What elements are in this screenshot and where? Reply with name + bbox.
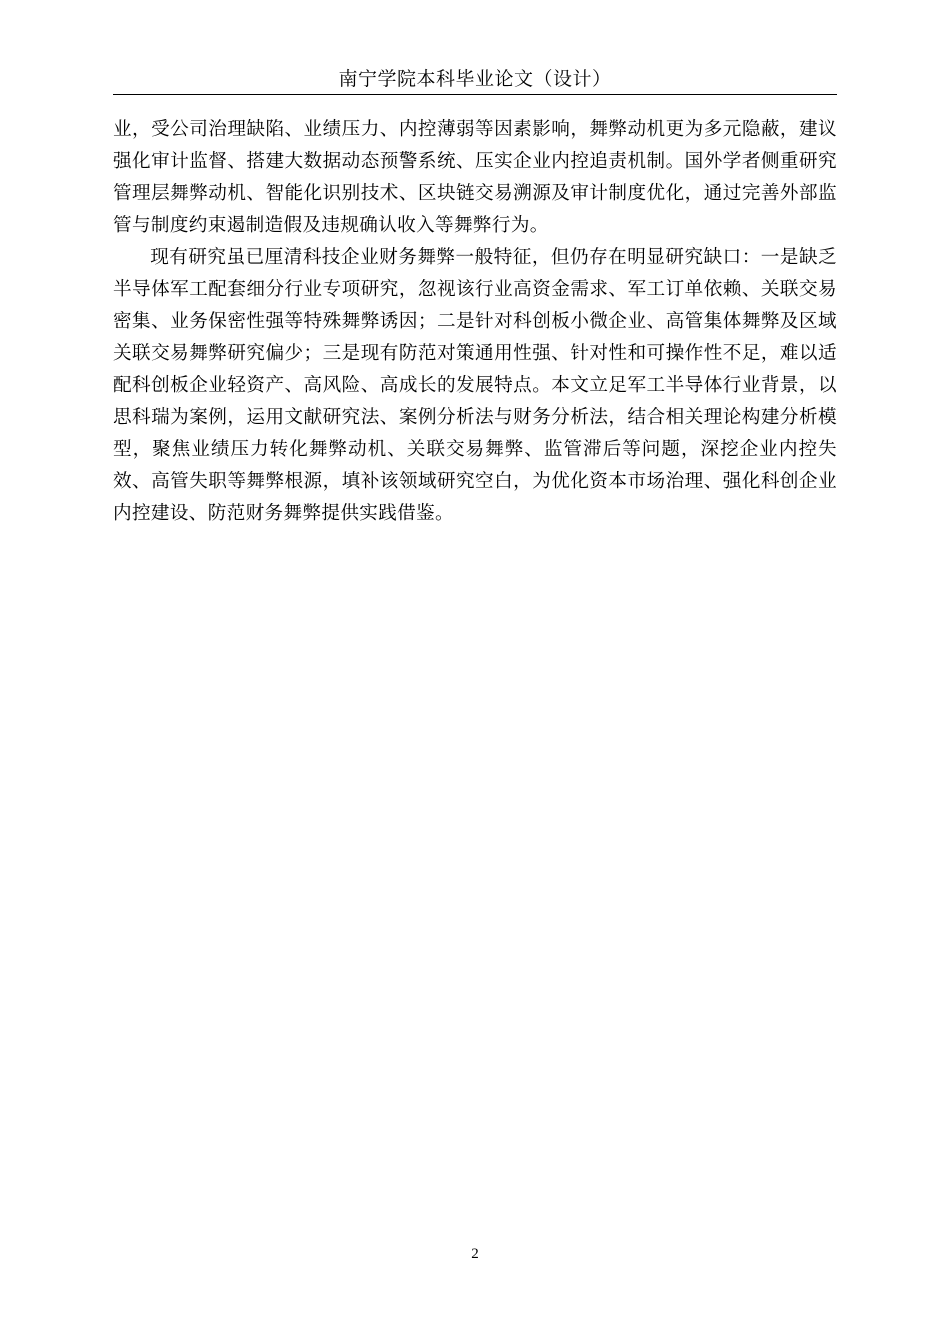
- paragraph-research-gap: 现有研究虽已厘清科技企业财务舞弊一般特征，但仍存在明显研究缺口：一是缺乏半导体军工配套细分行业专项研究，忽视该行业高资金需求、军工订单依赖、关联交易密集、业务保密性强等特殊舞弊诱因；二是针对科创板小微企业、高管集体舞弊及区域关联交易舞弊研究偏少；三是现有防范对策通用性强、针对性和可操作性不足，难以适配科创板企业轻资产、高风险、高成长的发展特点。本文立足军工半导体行业背景，以思科瑞为案例，运用文献研究法、案例分析法与财务分析法，结合相关理论构建分析模型，聚焦业绩压力转化舞弊动机、关联交易舞弊、监管滞后等问题，深挖企业内控失效、高管失职等舞弊根源，填补该领域研究空白，为优化资本市场治理、强化科创企业内控建设、防范财务舞弊提供实践借鉴。: [113, 247, 837, 524]
- paragraph-continuation: 业，受公司治理缺陷、业绩压力、内控薄弱等因素影响，舞弊动机更为多元隐蔽，建议强化审计监督、搭建大数据动态预警系统、压实企业内控追责机制。国外学者侧重研究管理层舞弊动机、智能化识别技术、区块链交易溯源及审计制度优化，通过完善外部监管与制度约束遏制造假及违规确认收入等舞弊行为。: [113, 119, 837, 236]
- page-number: 2: [471, 1246, 479, 1262]
- header-rule: [113, 94, 837, 95]
- running-header: 南宁学院本科毕业论文（设计）: [338, 68, 612, 90]
- body-text: [113, 114, 837, 530]
